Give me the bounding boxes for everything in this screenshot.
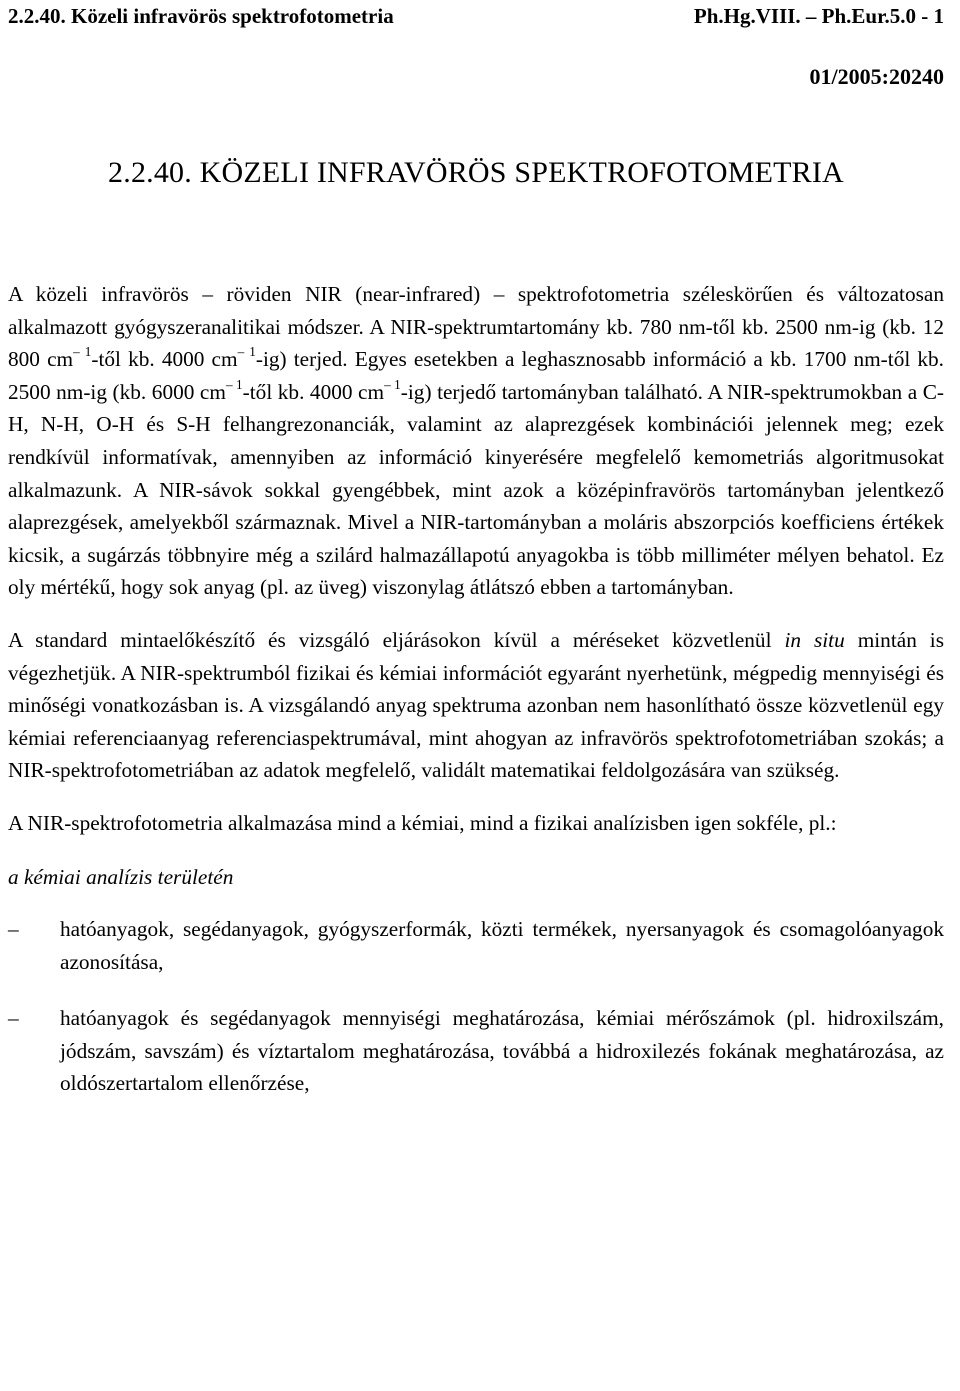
paragraph-text: -ig) terjedő tartományban található. A NIR-spektrumokban a C-H, N-H, O-H és S-H felhangrezonanciák, valamint az alaprezgések kombinációi jelennek meg; ezek rendkívül informatívak, amennyiben az információ kinyerésére megfelelő kemometriás algoritmusokat alkalmazunk. A NIR-sávok sokkal gyengébbek, mint azok a középinfravörös tartományban jelentkező alaprezgések, amelyekből származnak. Mivel a NIR-tartományban a moláris abszorpciós koefficiens értékek kicsik, a sugárzás többnyire még a szilárd halmazállapotú anyagokba is több milliméter mélyen behatol. Ez oly mértékű, hogy sok anyag (pl. az üveg) viszonylag átlátszó ebben a tartományban.	[8, 379, 945, 600]
header-section-title: 2.2.40. Közeli infravörös spektrofotometria	[8, 4, 394, 28]
superscript: – 1	[73, 344, 92, 360]
list-item-text: hatóanyagok és segédanyagok mennyiségi meghatározása, kémiai mérőszámok (pl. hidroxilszám, jódszám, savszám) és víztartalom meghatározása, továbbá a hidroxilezés fokának meghatározása, az oldószertartalom ellenőrzése,	[60, 1006, 944, 1096]
paragraph-text: A közeli infravörös – röviden NIR (near-infrared) – spektrofotometria széleskörűen és változatosan alkalmazott gyógyszeranalitikai módszer. A NIR-spektrumtartomány kb. 780 nm-től kb. 2500 nm-ig (kb. 12 800 cm	[8, 282, 944, 372]
paragraph-sample-preparation	[8, 624, 944, 787]
paragraph-introduction	[8, 278, 944, 604]
paragraph-text: -ig) terjed. Egyes esetekben a leghasznosabb információ a kb. 1700 nm-től kb. 2500 nm-ig (kb. 6000 cm	[8, 347, 945, 404]
document-body	[8, 278, 944, 1100]
application-list	[8, 913, 944, 1100]
list-dash: –	[8, 917, 19, 942]
list-item	[8, 913, 944, 978]
paragraph-applications: A NIR-spektrofotometria alkalmazása mind a kémiai, mind a fizikai analízisben igen sokféle, pl.:	[8, 810, 837, 835]
paragraph-text: -től kb. 4000 cm	[242, 379, 385, 404]
superscript: – 1	[237, 344, 256, 360]
section-heading-chemical-analysis: a kémiai analízis területén	[8, 864, 234, 889]
paragraph-text: A standard mintaelőkészítő és vizsgáló eljárásokon kívül a méréseket közvetlenül	[8, 627, 785, 652]
paragraph-text: -től kb. 4000 cm	[91, 347, 238, 372]
superscript: – 1	[225, 376, 243, 392]
list-item-text: hatóanyagok, segédanyagok, gyógyszerformák, közti termékek, nyersanyagok és csomagolóanyagok azonosítása,	[60, 917, 944, 974]
italic-term: in situ	[784, 627, 845, 652]
running-header	[8, 4, 944, 32]
list-dash: –	[8, 1006, 19, 1031]
header-pharmacopoeia-ref: Ph.Hg.VIII. – Ph.Eur.5.0 - 1	[693, 4, 944, 28]
paragraph-text: mintán is végezhetjük. A NIR-spektrumból fizikai és kémiai információt egyaránt nyerhetünk, mégpedig mennyiségi és minőségi vonatkozásban is. A vizsgálandó anyag spektruma azonban nem hasonlítható össze közvetlenül egy kémiai referenciaanyag referenciaspektrumával, mint ahogyan az infravörös spektrofotometriában szokás; a NIR-spektrofotometriában az adatok megfelelő, validált matematikai feldolgozására van szükség.	[8, 627, 944, 783]
document-id: 01/2005:20240	[809, 64, 944, 89]
superscript: – 1	[384, 376, 401, 392]
page-title: 2.2.40. KÖZELI INFRAVÖRÖS SPEKTROFOTOMETRIA	[108, 156, 844, 189]
list-item	[8, 1002, 944, 1100]
